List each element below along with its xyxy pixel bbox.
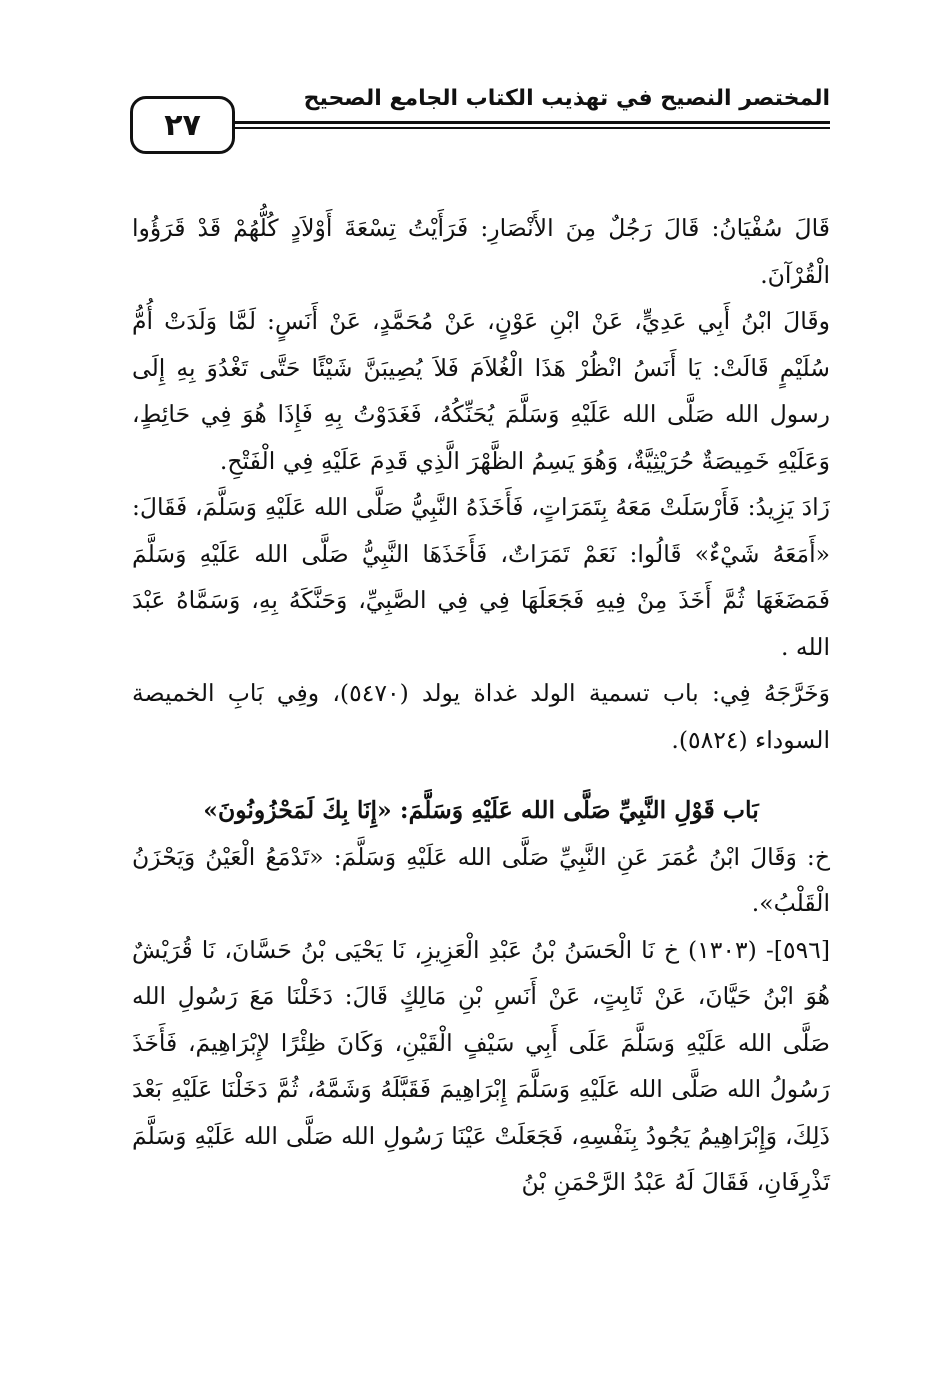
page-header (130, 84, 830, 164)
paragraph: قَالَ سُفْيَانُ: قَالَ رَجُلٌ مِنَ الأَنْصَارِ: فَرَأَيْتُ تِسْعَةَ أَوْلاَدٍ كُلُّهُمْ قَدْ قَرَؤُوا الْقُرْآنَ. (132, 214, 830, 289)
running-title: المختصر النصيح في تهذيب الكتاب الجامع الصحيح (303, 86, 830, 111)
page-body (132, 205, 830, 1206)
page-number: ٢٧ (130, 96, 235, 154)
paragraph: خ: وَقَالَ ابْنُ عُمَرَ عَنِ النَّبِيِّ صَلَّى الله عَلَيْهِ وَسَلَّمَ: «تَدْمَعُ الْعَيْنُ وَيَحْزَنُ الْقَلْبُ». (132, 842, 830, 917)
chapter-heading: بَاب قَوْلِ النَّبِيِّ صَلَّى الله عَلَيْهِ وَسَلَّمَ: «إِنَا بِكَ لَمَحْزُونُونَ» (203, 796, 759, 824)
paragraph: زَادَ يَزِيدُ: فَأَرْسَلَتْ مَعَهُ بِتَمَرَاتٍ، فَأَخَذَهُ النَّبِيُّ صَلَّى الله عَلَيْهِ وَسَلَّمَ، فَقَالَ: «أَمَعَهُ شَيْءٌ» قَالُوا: نَعَمْ تَمَرَاتٌ، فَأَخَذَهَا النَّبِيُّ صَلَّى الله عَلَيْهِ وَسَلَّمَ فَمَضَغَهَا ثُمَّ أَخَذَ مِنْ فِيهِ فَجَعَلَهَا فِي فِي الصَّبِيِّ، وَحَنَّكَهُ بِهِ، وَسَمَّاهُ عَبْدَ الله . (132, 493, 830, 661)
header-rule (230, 127, 830, 129)
header-rule (230, 121, 830, 124)
paragraph: وَخَرَّجَهُ فِي: باب تسمية الولد غداة يولد (٥٤٧٠)، وفِي بَابِ الخميصة السوداء (٥٨٢٤). (132, 679, 830, 754)
paragraph: وقَالَ ابْنُ أَبِي عَدِيٍّ، عَنْ ابْنِ عَوْنٍ، عَنْ مُحَمَّدٍ، عَنْ أَنَسٍ: لَمَّا وَلَدَتْ أُمُّ سُلَيْمٍ قَالَتْ: يَا أَنَسُ انْظُرْ هَذَا الْغُلاَمَ فَلاَ يُصِيبَنَّ شَيْئًا حَتَّى تَغْدُوَ بِهِ إِلَى رسول الله صَلَّى الله عَلَيْهِ وَسَلَّمَ يُحَنِّكُهُ، فَغَدَوْتُ بِهِ فَإِذَا هُوَ فِي حَائِطٍ، وَعَلَيْهِ خَمِيصَةٌ حُرَيْثِيَّةٌ، وَهُوَ يَسِمُ الظَّهْرَ الَّذِي قَدِمَ عَلَيْهِ فِي الْفَتْحِ. (132, 307, 830, 475)
hadith-paragraph: [٥٩٦]- (١٣٠٣) خ نَا الْحَسَنُ بْنُ عَبْدِ الْعَزِيزِ، نَا يَحْيَى بْنُ حَسَّانَ، نَا قُرَيْشٌ هُوَ ابْنُ حَيَّانَ، عَنْ ثَابِتٍ، عَنْ أَنَسِ بْنِ مَالِكٍ قَالَ: دَخَلْنَا مَعَ رَسُولِ الله صَلَّى الله عَلَيْهِ وَسَلَّمَ عَلَى أَبِي سَيْفٍ الْقَيْنِ، وَكَانَ ظِئْرًا لإِبْرَاهِيمَ، فَأَخَذَ رَسُولُ الله صَلَّى الله عَلَيْهِ وَسَلَّمَ إِبْرَاهِيمَ فَقَبَّلَهُ وَشَمَّهُ، ثُمَّ دَخَلْنَا عَلَيْهِ بَعْدَ ذَلِكَ، وَإِبْرَاهِيمُ يَجُودُ بِنَفْسِهِ، فَجَعَلَتْ عَيْنَا رَسُولِ الله صَلَّى الله عَلَيْهِ وَسَلَّمَ تَذْرِفَانِ، فَقَالَ لَهُ عَبْدُ الرَّحْمَنِ بْنُ (132, 935, 830, 1196)
